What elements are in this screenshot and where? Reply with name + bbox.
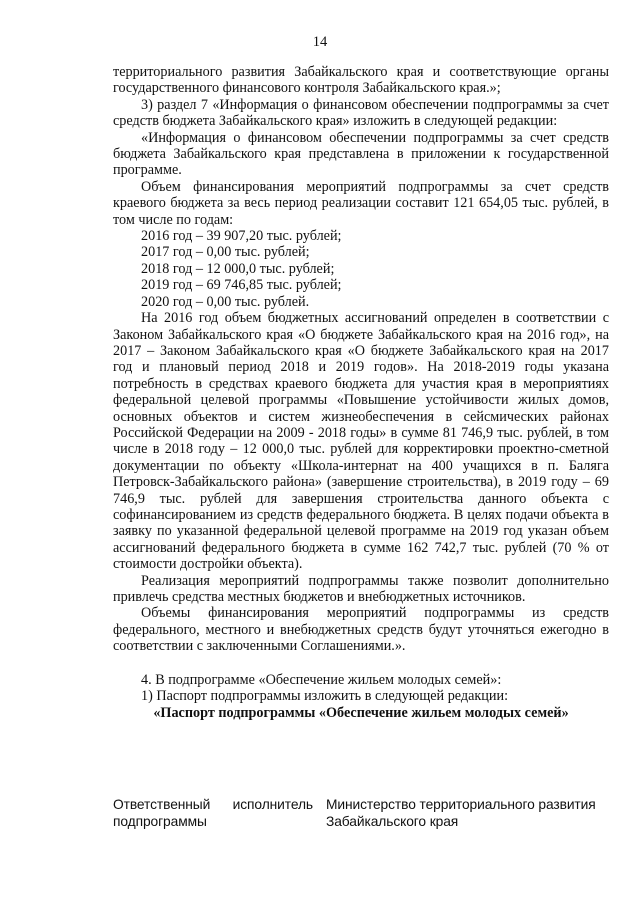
- page-number: 14: [312, 34, 328, 50]
- list-item: 2020 год – 0,00 тыс. рублей.: [141, 293, 310, 310]
- spacer: [113, 655, 609, 672]
- list-item: 2018 год – 12 000,0 тыс. рублей;: [141, 260, 335, 277]
- document-body: [113, 64, 609, 722]
- table-value-cell: Министерство территориального развития Забайкальского края: [326, 797, 596, 829]
- list-item: 2019 год – 69 746,85 тыс. рублей;: [141, 277, 342, 294]
- paragraph-2: 3) раздел 7 «Информация о финансовом обеспечении подпрограммы за счет средств бюджета Забайкальского края» изложить в следующей редакции:: [113, 96, 609, 130]
- paragraph-8: 4. В подпрограмме «Обеспечение жильем молодых семей»:: [141, 671, 502, 688]
- paragraph-1: территориального развития Забайкальского края и соответствующие органы государственного финансового контроля Забайкальского края.»;: [113, 64, 609, 97]
- list-item: 2017 год – 0,00 тыс. рублей;: [141, 244, 310, 261]
- paragraph-3: «Информация о финансовом обеспечении подпрограммы за счет средств бюджета Забайкальского края представлена в приложении к государственной программе.: [113, 129, 609, 179]
- paragraph-5: На 2016 год объем бюджетных ассигнований определен в соответствии с Законом Забайкальского края «О бюджете Забайкальского края на 2016 год», на 2017 – Законом Забайкальского края «О бюджете Забайкальского края на 2017 год и плановый период 2018 и 2019 годов». На 2018-2019 годы указана потребность в средствах краевого бюджета для участия края в мероприятиях федеральной целевой программы «Повышение устойчивости жилых домов, основных объектов и систем жизнеобеспечения в сейсмических районах Российской Федерации на 2009 - 2018 годы» в сумме 81 746,9 тыс. рублей, в том числе в 2018 году – 12 000,0 тыс. рублей для корректировки проектно-сметной документации по объекту «Школа-интернат на 400 учащихся в п. Баляга Петровск-Забайкальского района» (завершение строительства), в 2019 году – 69 746,9 тыс. рублей для завершения строительства данного объекта с софинансированием из средств федерального бюджета. В целях подачи объекта в заявку по указанной федеральной целевой программе на 2019 год указан объем ассигнований федерального бюджета в сумме 162 742,7 тыс. рублей (70 % от стоимости достройки объекта).: [113, 310, 609, 573]
- funding-by-year-list: [113, 228, 609, 310]
- paragraph-9: 1) Паспорт подпрограммы изложить в следующей редакции:: [141, 688, 509, 705]
- paragraph-7: Объемы финансирования мероприятий подпрограммы из средств федерального, местного и внебюджетных средств будут уточняться ежегодно в соответствии с заключенными Соглашениями.».: [113, 605, 609, 655]
- list-item: 2016 год – 39 907,20 тыс. рублей;: [141, 228, 342, 245]
- table-label-cell: Ответственный исполнитель подпрограммы: [113, 797, 313, 829]
- passport-heading: «Паспорт подпрограммы «Обеспечение жильем молодых семей»: [153, 705, 569, 722]
- paragraph-4: Объем финансирования мероприятий подпрограммы за счет средств краевого бюджета за весь период реализации составит 121 654,05 тыс. рублей, в том числе по годам:: [113, 178, 609, 228]
- passport-table: [113, 797, 609, 830]
- paragraph-6: Реализация мероприятий подпрограммы также позволит дополнительно привлечь средства местных бюджетов и внебюджетных источников.: [113, 572, 609, 605]
